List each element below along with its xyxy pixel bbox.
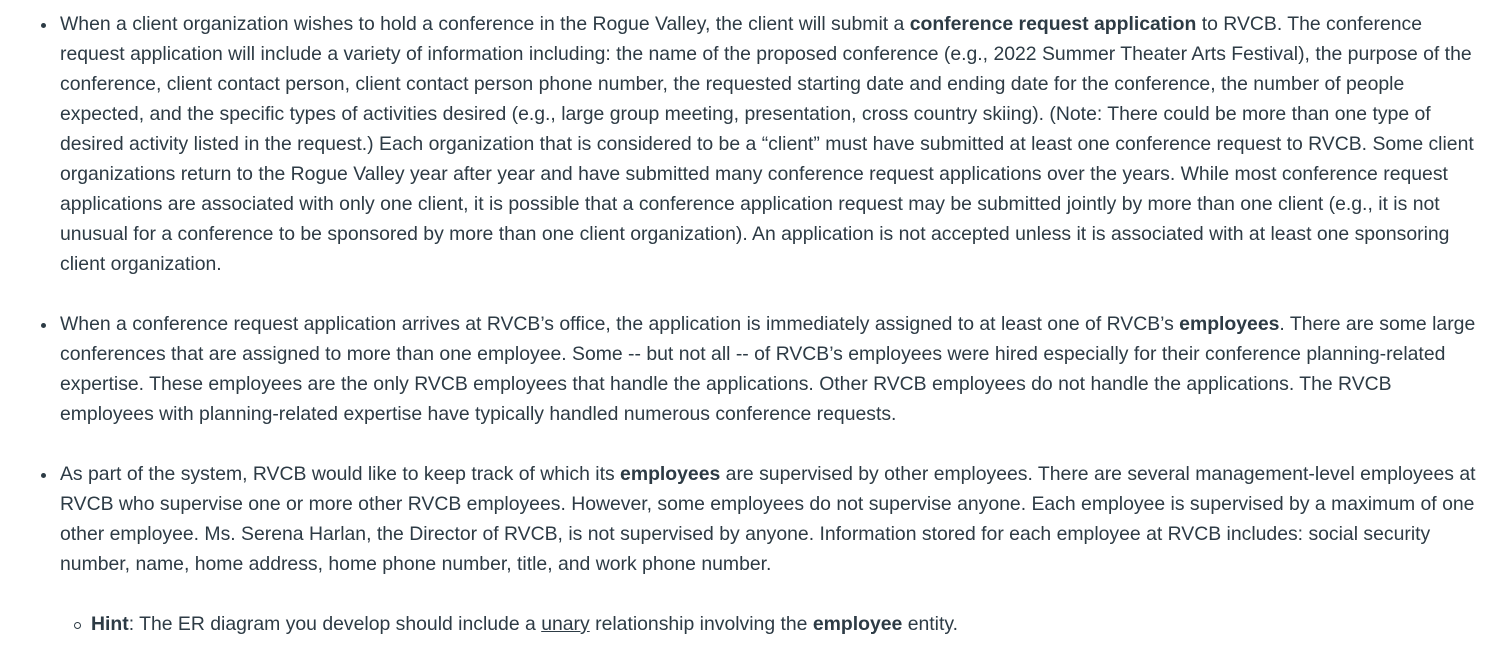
hint-list	[60, 609, 1478, 639]
item-text: . There are some large conferences that are assigned to more than one employee. Some -- but not all -- of RVCB’s employees were hired especially for their conference planning-related expertise. These employees are the only RVCB employees that handle the applications. Other RVCB employees do not handle the applications. The RVCB employees with planning-related expertise have typically handled numerous conference requests.	[60, 313, 1476, 425]
requirements-list	[0, 9, 1508, 639]
hint-text: relationship involving the	[589, 613, 813, 635]
list-item-supervision	[0, 459, 1508, 639]
hint-item	[60, 609, 1478, 639]
bold-term: conference request application	[909, 13, 1197, 35]
list-item-conference-request	[0, 9, 1508, 279]
item-text: to RVCB. The conference request application will include a variety of information including: the name of the proposed conference (e.g., 2022 Summer Theater Arts Festival), the purpose of the conference, client contact person, client contact person phone number, the requested starting date and ending date for the conference, the number of people expected, and the specific types of activities desired (e.g., large group meeting, presentation, cross country skiing). (Note: There could be more than one type of desired activity listed in the request.) Each organization that is considered to be a “client” must have submitted at least one conference request to RVCB. Some client organizations return to the Rogue Valley year after year and have submitted many conference request applications over the years. While most conference request applications are associated with only one client, it is possible that a conference application request may be submitted jointly by more than one client (e.g., it is not unusual for a conference to be sponsored by more than one client organization). An application is not accepted unless it is associated with at least one sponsoring client organization.	[60, 13, 1474, 275]
item-text: When a client organization wishes to hold a conference in the Rogue Valley, the client will submit a	[60, 13, 910, 35]
item-text: As part of the system, RVCB would like to keep track of which its	[60, 463, 621, 485]
bold-term: employees	[1179, 313, 1280, 335]
hint-label: Hint	[91, 613, 129, 635]
bold-term: employee	[812, 613, 903, 635]
hint-text: entity.	[902, 613, 958, 635]
list-item-employee-assignment	[0, 309, 1508, 429]
unary-term: unary	[541, 613, 590, 635]
bold-term: employees	[620, 463, 721, 485]
item-text: When a conference request application arrives at RVCB’s office, the application is immediately assigned to at least one of RVCB’s	[60, 313, 1180, 335]
item-text: are supervised by other employees. There are several management-level employees at RVCB who supervise one or more other RVCB employees. However, some employees do not supervise anyone. Each employee is supervised by a maximum of one other employee. Ms. Serena Harlan, the Director of RVCB, is not supervised by anyone. Information stored for each employee at RVCB includes: social security number, name, home address, home phone number, title, and work phone number.	[60, 463, 1476, 575]
hint-text: : The ER diagram you develop should include a	[128, 613, 542, 635]
